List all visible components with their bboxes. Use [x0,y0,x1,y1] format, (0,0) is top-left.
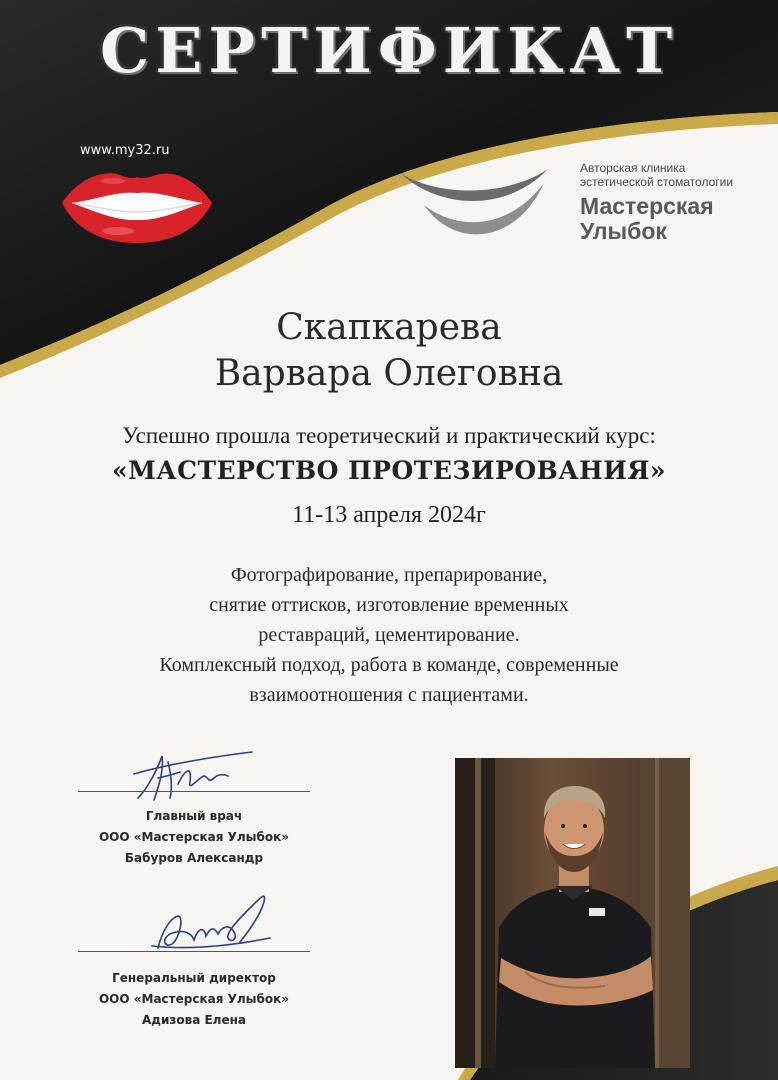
recipient-name [0,305,778,397]
doctor-photo [455,758,690,1068]
signatory-name: Адизова Елена [142,1013,246,1027]
course-dates: 11-13 апреля 2024г [292,502,486,528]
website-link: www.my32.ru [80,143,170,158]
signatory-director [78,968,310,1031]
signatory-name: Бабуров Александр [124,851,264,865]
signatory-organization: ООО «Мастерская Улыбок» [98,992,290,1006]
chief-doctor-signature-icon [128,748,258,806]
clinic-name [580,194,776,244]
recipient-given-names: Варвара Олеговна [214,353,564,394]
description-line: Фотографирование, препарирование, [230,564,548,586]
signature-line [78,791,310,792]
description-line: Комплексный подход, работа в команде, современные [159,654,619,676]
clinic-name-line2: Улыбок [580,218,667,244]
director-signature-icon [140,888,280,956]
description-line: взаимоотношения с пациентами. [249,684,529,706]
clinic-swoosh-icon [398,163,550,253]
clinic-name-line1: Мастерская [580,193,714,219]
signatory-position: Генеральный директор [112,971,276,985]
lips-logo-icon [58,165,216,245]
clinic-subtitle-line1: Авторская клиника [580,161,686,175]
signatory-position: Главный врач [145,809,243,823]
course-description [0,560,778,710]
description-line: реставраций, цементирование. [258,624,520,646]
description-line: снятие оттисков, изготовление временных [209,594,569,616]
recipient-surname: Скапкарева [276,307,502,348]
course-intro: Успешно прошла теоретический и практический курс: [122,423,656,448]
course-name: «МАСТЕРСТВО ПРОТЕЗИРОВАНИЯ» [111,456,667,485]
clinic-subtitle [580,161,776,189]
certificate-title: СЕРТИФИКАТ [99,14,679,87]
clinic-subtitle-line2: эстетической стоматологии [580,175,734,189]
signatory-organization: ООО «Мастерская Улыбок» [98,830,290,844]
signature-line [78,951,310,952]
signatory-chief-doctor [78,806,310,869]
